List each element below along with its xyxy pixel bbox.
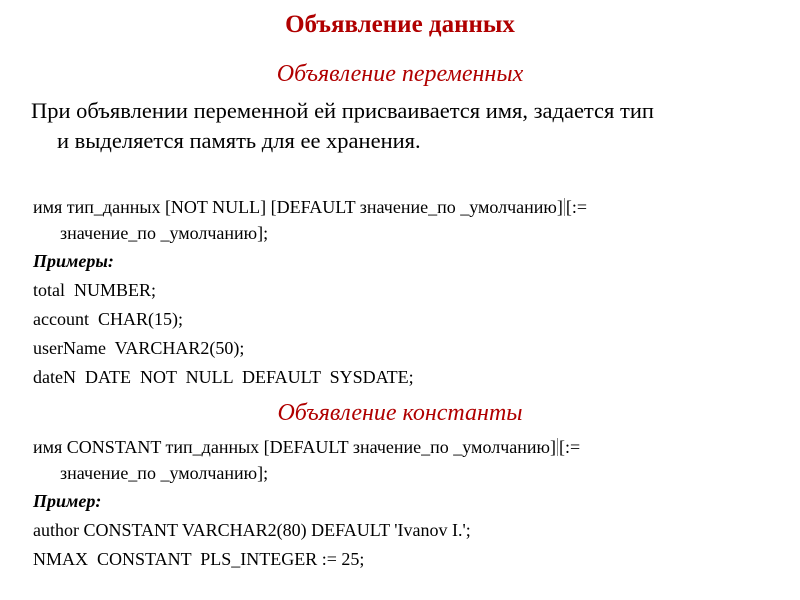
constants-heading: Объявление константы: [277, 400, 523, 426]
example-line: dateN DATE NOT NULL DEFAULT SYSDATE;: [33, 367, 414, 387]
example-line: userName VARCHAR2(50);: [33, 338, 245, 358]
intro-line-2: и выделяется память для ее хранения.: [57, 128, 421, 153]
example-line: account CHAR(15);: [33, 309, 183, 329]
syntax-line-1b: [:=: [565, 197, 588, 217]
syntax-line-2: значение_по _умолчанию];: [60, 463, 269, 483]
variables-intro: [33, 96, 783, 156]
example-label: Пример:: [33, 491, 102, 511]
example-line: author CONSTANT VARCHAR2(80) DEFAULT 'Ivanov I.';: [33, 520, 471, 540]
syntax-line-2: значение_по _умолчанию];: [60, 223, 269, 243]
separator-bar: [564, 198, 565, 216]
syntax-line-1b: [:=: [558, 437, 581, 457]
separator-bar: [557, 438, 558, 456]
example-line: total NUMBER;: [33, 280, 157, 300]
syntax-line-1a: имя тип_данных [NOT NULL] [DEFAULT значение_по _умолчанию]: [33, 197, 563, 217]
variables-syntax: [33, 194, 793, 246]
constants-syntax: [33, 434, 793, 486]
slide-title: Объявление данных: [285, 11, 515, 38]
syntax-line-1a: имя CONSTANT тип_данных [DEFAULT значение_по _умолчанию]: [33, 437, 556, 457]
example-line: NMAX CONSTANT PLS_INTEGER := 25;: [33, 549, 365, 569]
intro-line-1: При объявлении переменной ей присваивается имя, задается тип: [31, 98, 654, 123]
examples-label: Примеры:: [33, 251, 114, 271]
variables-heading: Объявление переменных: [276, 61, 524, 87]
